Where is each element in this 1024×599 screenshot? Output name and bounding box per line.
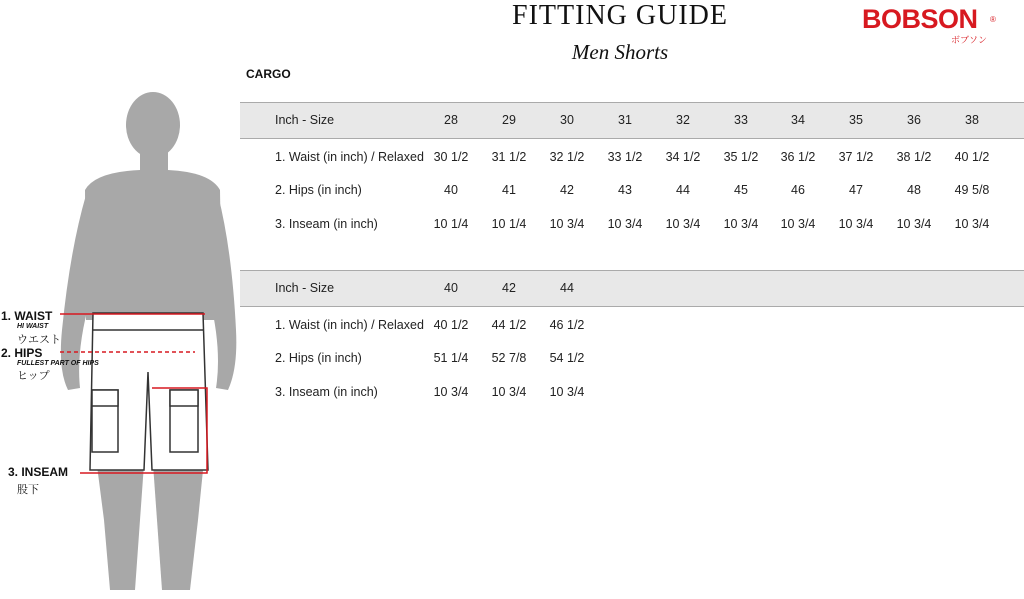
size-cell: 30: [560, 113, 574, 127]
value-cell: 44: [676, 183, 690, 197]
value-cell: 54 1/2: [549, 351, 585, 365]
size-cell: 28: [444, 113, 458, 127]
value-cell: 49 5/8: [954, 183, 990, 197]
hips-kana: ヒップ: [17, 370, 50, 382]
value-cell: 44 1/2: [491, 318, 527, 332]
size-cell: 38: [965, 113, 979, 127]
value-cell: 40 1/2: [954, 150, 990, 164]
value-cell: 10 3/4: [723, 217, 759, 231]
value-cell: 48: [907, 183, 921, 197]
value-cell: 47: [849, 183, 863, 197]
size-cell: 36: [907, 113, 921, 127]
inseam-kana: 股下: [17, 484, 39, 496]
value-cell: 30 1/2: [433, 150, 469, 164]
size-cell: 44: [560, 281, 574, 295]
value-cell: 52 7/8: [491, 351, 527, 365]
size-cell: 31: [618, 113, 632, 127]
table-row: [240, 318, 1024, 338]
value-cell: 46: [791, 183, 805, 197]
value-cell: 10 3/4: [433, 385, 469, 399]
page-title: FITTING GUIDE: [512, 0, 728, 31]
value-cell: 31 1/2: [491, 150, 527, 164]
value-cell: 10 3/4: [954, 217, 990, 231]
value-cell: 10 3/4: [549, 217, 585, 231]
brand-kana: ボブソン: [951, 35, 988, 45]
row-label: 1. Waist (in inch) / Relaxed: [275, 318, 424, 332]
waist-label: 1. WAIST: [1, 309, 53, 323]
value-cell: 10 3/4: [665, 217, 701, 231]
row-label: 1. Waist (in inch) / Relaxed: [275, 150, 424, 164]
value-cell: 10 3/4: [780, 217, 816, 231]
value-cell: 33 1/2: [607, 150, 643, 164]
value-cell: 10 1/4: [433, 217, 469, 231]
hips-label: 2. HIPS: [1, 346, 43, 360]
value-cell: 40 1/2: [433, 318, 469, 332]
value-cell: 51 1/4: [433, 351, 469, 365]
size-cell: 35: [849, 113, 863, 127]
value-cell: 42: [560, 183, 574, 197]
size-cell: 29: [502, 113, 516, 127]
value-cell: 10 3/4: [549, 385, 585, 399]
row-label: 2. Hips (in inch): [275, 183, 362, 197]
value-cell: 34 1/2: [665, 150, 701, 164]
table-header-row: [240, 102, 1024, 139]
value-cell: 10 3/4: [491, 385, 527, 399]
size-cell: 34: [791, 113, 805, 127]
page-subtitle: Men Shorts: [571, 40, 669, 64]
waist-sublabel: HI WAIST: [17, 323, 49, 330]
value-cell: 37 1/2: [838, 150, 874, 164]
waist-kana: ウエスト: [17, 334, 61, 346]
table-row: [240, 150, 1024, 170]
brand-registered-mark: ®: [990, 15, 996, 24]
size-cell: 42: [502, 281, 516, 295]
value-cell: 10 3/4: [896, 217, 932, 231]
value-cell: 10 1/4: [491, 217, 527, 231]
value-cell: 40: [444, 183, 458, 197]
size-table-1: [240, 102, 1024, 242]
hips-sublabel: FULLEST PART OF HIPS: [17, 360, 99, 367]
value-cell: 38 1/2: [896, 150, 932, 164]
table-row: [240, 351, 1024, 371]
value-cell: 43: [618, 183, 632, 197]
section-label: CARGO: [246, 67, 291, 81]
table-row: [240, 385, 1024, 405]
row-label: 3. Inseam (in inch): [275, 217, 378, 231]
inseam-label: 3. INSEAM: [8, 465, 69, 479]
value-cell: 46 1/2: [549, 318, 585, 332]
value-cell: 10 3/4: [607, 217, 643, 231]
value-cell: 41: [502, 183, 516, 197]
value-cell: 35 1/2: [723, 150, 759, 164]
header-label: Inch - Size: [275, 281, 335, 295]
row-label: 2. Hips (in inch): [275, 351, 362, 365]
row-label: 3. Inseam (in inch): [275, 385, 378, 399]
size-cell: 40: [444, 281, 458, 295]
header-label: Inch - Size: [275, 113, 335, 127]
table-row: [240, 217, 1024, 237]
value-cell: 45: [734, 183, 748, 197]
size-cell: 32: [676, 113, 690, 127]
value-cell: 32 1/2: [549, 150, 585, 164]
table-row: [240, 183, 1024, 203]
brand-logo: BOBSON: [862, 4, 978, 34]
size-table-2: [240, 270, 1024, 410]
value-cell: 10 3/4: [838, 217, 874, 231]
table-header-row: [240, 270, 1024, 307]
value-cell: 36 1/2: [780, 150, 816, 164]
size-cell: 33: [734, 113, 748, 127]
